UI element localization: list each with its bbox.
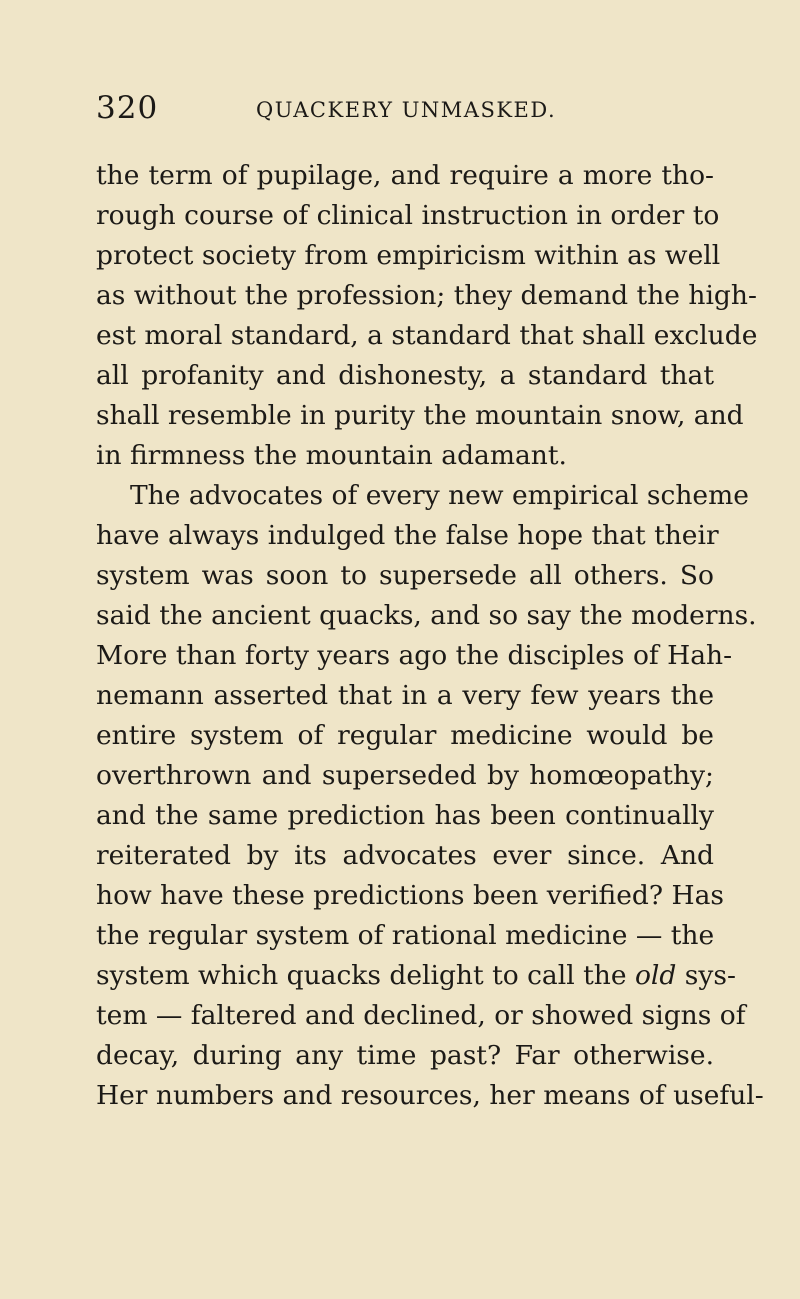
text-line: have always indulged the false hope that their bbox=[96, 520, 719, 551]
text-line: est moral standard, a standard that shall exclude bbox=[96, 320, 758, 351]
text-line-with-italic bbox=[96, 956, 736, 996]
text-line: The advocates of every new empirical scheme bbox=[130, 480, 749, 511]
text-line: reiterated by its advocates ever since. And bbox=[96, 840, 714, 871]
text-line: system was soon to supersede all others. So bbox=[96, 560, 714, 591]
text-segment: system which quacks delight to call the bbox=[96, 960, 627, 991]
text-line: and the same prediction has been continually bbox=[96, 800, 714, 831]
text-line: all profanity and dishonesty, a standard that bbox=[96, 360, 714, 391]
text-line: in firmness the mountain adamant. bbox=[96, 440, 567, 471]
italic-word: old bbox=[634, 960, 677, 991]
text-line: rough course of clinical instruction in order to bbox=[96, 200, 720, 231]
text-line: protect society from empiricism within as well bbox=[96, 240, 721, 271]
body-text bbox=[96, 156, 764, 1116]
page-header bbox=[96, 90, 706, 130]
text-line: as without the profession; they demand the high- bbox=[96, 280, 757, 311]
text-line: overthrown and superseded by homœopathy; bbox=[96, 760, 714, 791]
text-line: entire system of regular medicine would be bbox=[96, 720, 714, 751]
text-line: shall resemble in purity the mountain snow, and bbox=[96, 400, 744, 431]
text-line: decay, during any time past? Far otherwise. bbox=[96, 1040, 714, 1071]
text-line: nemann asserted that in a very few years the bbox=[96, 680, 714, 711]
text-line: More than forty years ago the disciples of Hah- bbox=[96, 640, 733, 671]
page-number: 320 bbox=[96, 90, 159, 126]
text-line: the term of pupilage, and require a more tho- bbox=[96, 160, 714, 191]
text-line: tem — faltered and declined, or showed signs of bbox=[96, 1000, 746, 1031]
running-head: QUACKERY UNMASKED. bbox=[256, 98, 557, 122]
text-segment: sys- bbox=[676, 960, 736, 991]
text-line: Her numbers and resources, her means of useful- bbox=[96, 1080, 764, 1111]
text-line: the regular system of rational medicine — the bbox=[96, 920, 715, 951]
text-line: said the ancient quacks, and so say the moderns. bbox=[96, 600, 757, 631]
text-line: how have these predictions been verified? Has bbox=[96, 880, 725, 911]
